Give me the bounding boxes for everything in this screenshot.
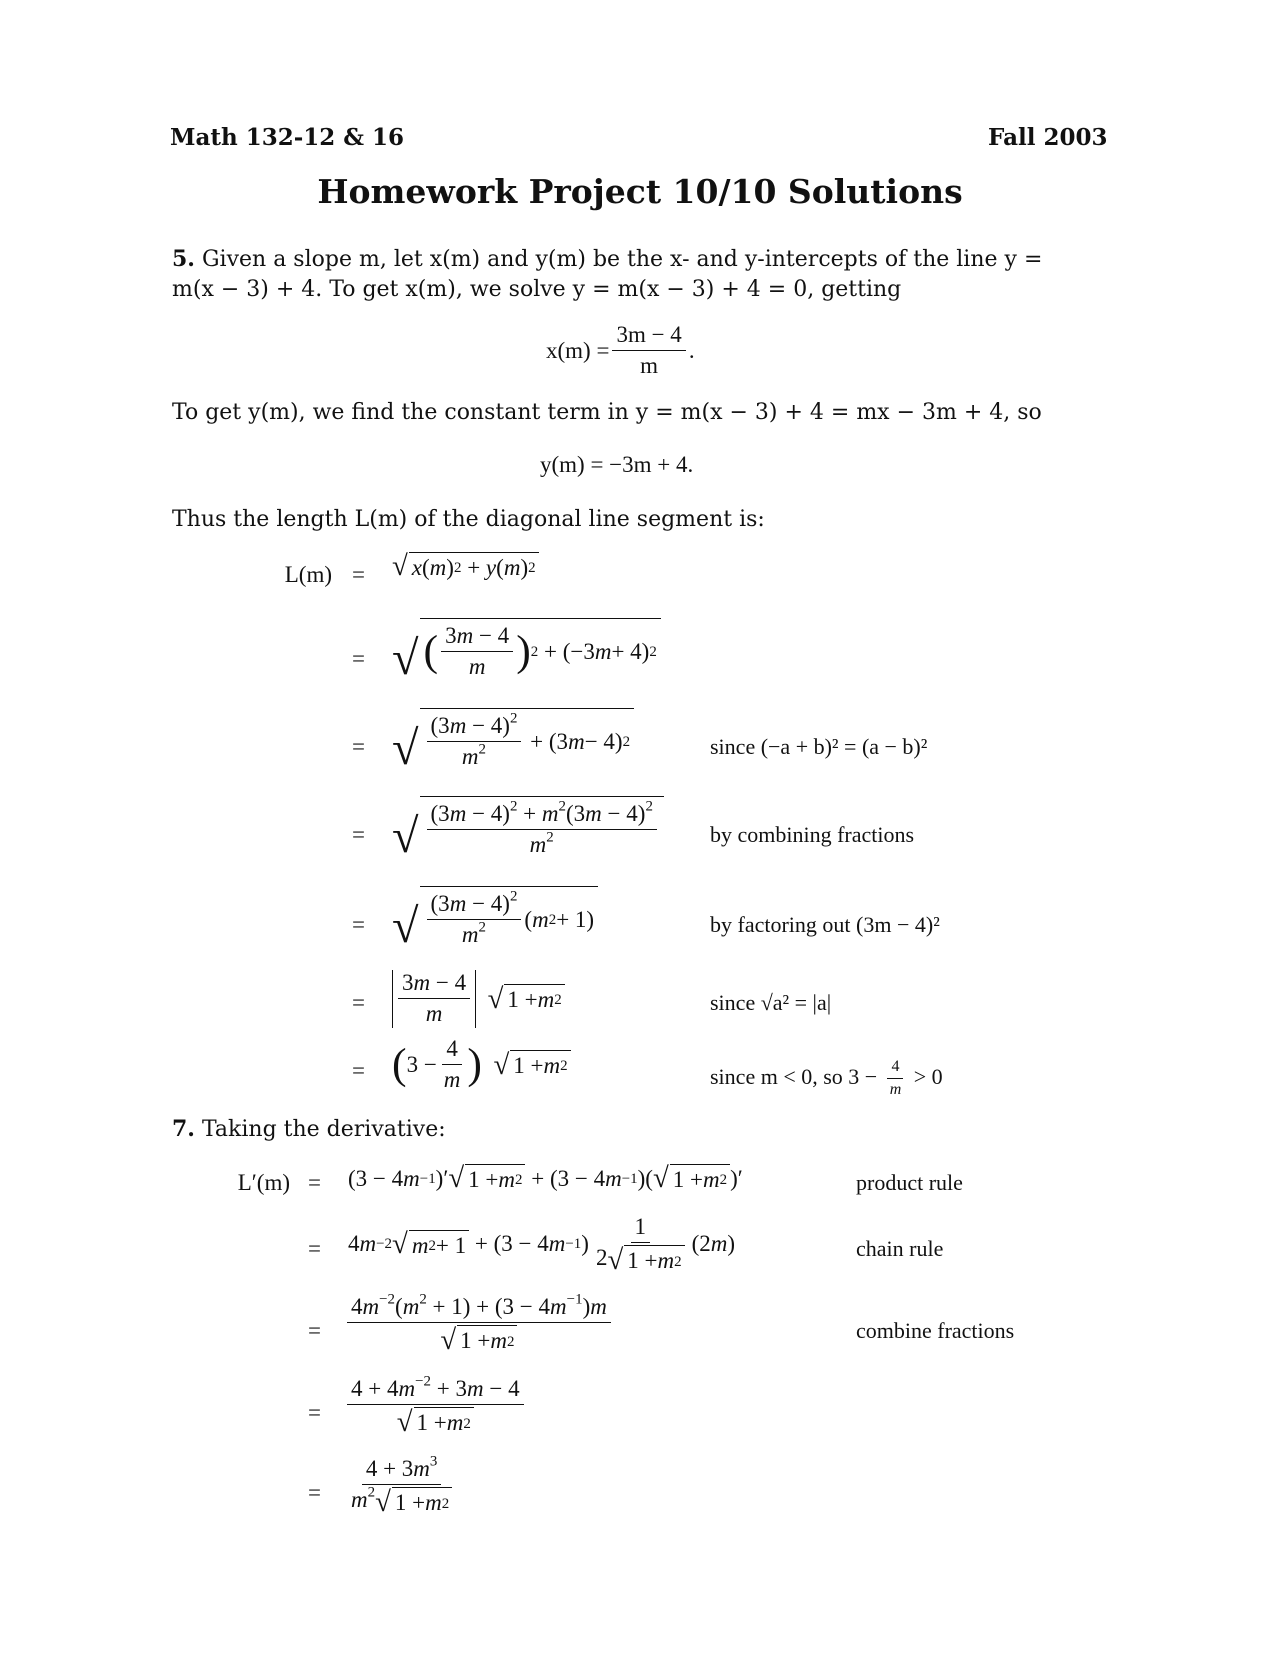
x-intercept-equation: x(m) = $\frac{3m - 4}{m}$ . (546, 322, 695, 379)
eq-sign: = (352, 822, 365, 847)
note-factoring: by factoring out (3m − 4)² (710, 912, 940, 937)
page-title: Homework Project 10/10 Solutions (317, 172, 963, 211)
lprime-lhs: L′(m) (237, 1170, 290, 1195)
lm-step-1 (392, 552, 539, 581)
eq-sign: = (352, 562, 365, 587)
lm-step-4: √ $\frac{(3m - 4)^2 + m^2(3m - 4)^2}{m^2}$ (392, 796, 664, 861)
lm-step-7: ( 3 − $\frac{4}{m}$ ) √ 1 + m 2 (392, 1036, 571, 1094)
course-label: Math 132-12 & 16 (170, 124, 405, 151)
sqrt-symbol: √ x ( m ) 2 + y ( m ) 2 (392, 552, 539, 581)
deriv-step-5: $4 + 3m^3$ $m^2$ √ 1 + m 2 (344, 1456, 459, 1517)
lm-step-2: √ ( $\frac{3m - 4}{m}$ ) 2 + (−3 m + 4) 2 (392, 618, 661, 683)
eq-sign: = (308, 1400, 321, 1425)
x-fraction (612, 322, 685, 380)
eq-sign: = (352, 912, 365, 937)
problem5-intro (172, 244, 1112, 305)
note-product-rule: product rule (856, 1170, 963, 1195)
note-combine-fractions: combine fractions (856, 1318, 1015, 1343)
lm-lhs: L(m) (284, 562, 332, 587)
eq-sign: = (352, 646, 365, 671)
to-get-y-text: To get y(m), we find the constant term in y = m(x − 3) + 4 = mx − 3m + 4, so (172, 400, 1042, 425)
eq-sign: = (352, 734, 365, 759)
thus-text: Thus the length L(m) of the diagonal line segment is: (172, 507, 765, 532)
eq-sign: = (352, 1058, 365, 1083)
eq-sign: = (308, 1318, 321, 1343)
eq-sign: = (308, 1236, 321, 1261)
lm-step-6: $\frac{3m - 4}{m}$ √ 1 + m 2 (392, 970, 565, 1028)
deriv-step-3: $4m^{-2}(m^2 + 1) + (3 - 4m^{-1})m$ √ 1 + m 2 (344, 1294, 614, 1355)
note-combining: by combining fractions (710, 822, 915, 847)
note-positive: since m < 0, so 3 − $\frac{4}{m}$ > 0 (710, 1058, 943, 1099)
lm-step-5: √ $\frac{(3m - 4)^2}{m^2}$ ( m 2 + 1) (392, 886, 598, 951)
problem5-intro-line1: Given a slope m, let x(m) and y(m) be the x- and y-intercepts of the line y = (201, 247, 1043, 272)
problem7-intro: 7. Taking the derivative: (172, 1116, 446, 1142)
note-since-square: since (−a + b)² = (a − b)² (710, 734, 928, 759)
deriv-step-4: $4 + 4m^{-2} + 3m - 4$ √ 1 + m 2 (344, 1376, 527, 1437)
term-label: Fall 2003 (988, 124, 1108, 151)
problem7-number: 7. (172, 1116, 195, 1142)
x-numerator: 3m − 4 (612, 322, 685, 351)
x-def-label: x(m) = (546, 337, 610, 363)
deriv-step-2: 4 m −2 √ m 2 + 1 + (3 − 4 m −1 ) 1 2 √ 1 + m 2 (2 m ) (348, 1214, 736, 1277)
x-denominator: m (640, 353, 659, 379)
y-intercept-equation: y(m) = −3m + 4. (540, 452, 694, 477)
note-chain-rule: chain rule (856, 1236, 944, 1261)
problem5-number: 5. (172, 246, 195, 272)
deriv-step-1: (3 − 4 m −1 )′ √ 1 + m 2 + (3 − 4 m −1 )( √ 1 + m 2 )′ (348, 1162, 743, 1195)
eq-sign: = (308, 1170, 321, 1195)
eq-sign: = (308, 1480, 321, 1505)
eq-sign: = (352, 990, 365, 1015)
lm-step-3: √ $\frac{(3m - 4)^2}{m^2}$ + (3 m − 4) 2 (392, 708, 634, 773)
problem5-intro-line2: m(x − 3) + 4. To get x(m), we solve y = m(x − 3) + 4 = 0, getting (172, 277, 902, 302)
note-abs: since √a² = |a| (710, 990, 832, 1015)
